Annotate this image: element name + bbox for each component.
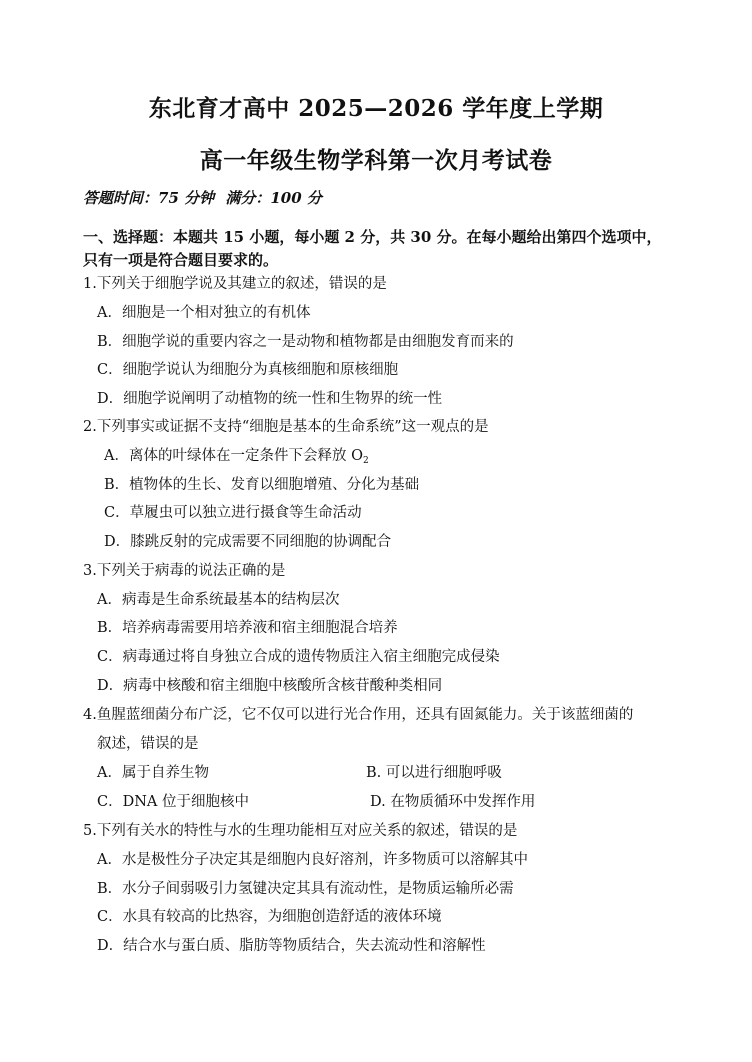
option: C．水具有较高的比热容，为细胞创造舒适的液体环境 — [97, 909, 442, 925]
option: C．草履虫可以独立进行摄食等生命活动 — [104, 505, 362, 521]
option: B．培养病毒需要用培养液和宿主细胞混合培养 — [97, 620, 398, 636]
question-stem-continued: 叙述，错误的是 — [97, 736, 199, 752]
option — [104, 444, 369, 466]
option: D. 在物质循环中发挥作用 — [370, 794, 536, 810]
question-stem: 1.下列关于细胞学说及其建立的叙述，错误的是 — [83, 276, 387, 292]
exam-meta — [83, 187, 328, 208]
question-stem: 2.下列事实或证据不支持“细胞是基本的生命系统”这一观点的是 — [83, 419, 489, 435]
question-stem: 4.鱼腥蓝细菌分布广泛，它不仅可以进行光合作用，还具有固氮能力。关于该蓝细菌的 — [83, 707, 634, 723]
option: A．细胞是一个相对独立的有机体 — [97, 305, 311, 321]
option: A．病毒是生命系统最基本的结构层次 — [97, 592, 340, 608]
section-heading: 一、选择题：本题共 15 小题，每小题 2 分，共 30 分。在每小题给出第四个选项中，只有一项是符合题目要求的。 — [83, 228, 662, 269]
o2-subscript: 2 — [362, 456, 369, 466]
option: A．水是极性分子决定其是细胞内良好溶剂，许多物质可以溶解其中 — [97, 852, 528, 868]
option: A．属于自养生物 — [97, 765, 209, 781]
score-label: 满分：100 分 — [225, 189, 322, 207]
option: B．细胞学说的重要内容之一是动物和植物都是由细胞发育而来的 — [97, 334, 514, 350]
option: C．病毒通过将自身独立合成的遗传物质注入宿主细胞完成侵染 — [97, 649, 500, 665]
option: D．膝跳反射的完成需要不同细胞的协调配合 — [104, 534, 392, 550]
option: B．水分子间弱吸引力氢键决定其具有流动性，是物质运输所必需 — [97, 881, 514, 897]
question-stem: 3.下列关于病毒的说法正确的是 — [83, 563, 286, 579]
exam-title-line1: 东北育才高中 2025—2026 学年度上学期 — [148, 95, 604, 122]
option: C．细胞学说认为细胞分为真核细胞和原核细胞 — [97, 362, 399, 378]
option: C．DNA 位于细胞核中 — [97, 794, 249, 810]
option: D．结合水与蛋白质、脂肪等物质结合，失去流动性和溶解性 — [97, 938, 486, 954]
question-stem: 5.下列有关水的特性与水的生理功能相互对应关系的叙述，错误的是 — [83, 823, 518, 839]
time-label: 答题时间：75 分钟 — [83, 189, 215, 207]
exam-title-line2: 高一年级生物学科第一次月考试卷 — [199, 147, 553, 174]
option: D．细胞学说阐明了动植物的统一性和生物界的统一性 — [97, 391, 443, 407]
option: D．病毒中核酸和宿主细胞中核酸所含核苷酸种类相同 — [97, 678, 443, 694]
option: B．植物体的生长、发育以细胞增殖、分化为基础 — [104, 477, 420, 493]
option: B. 可以进行细胞呼吸 — [366, 765, 502, 781]
option-text: A．离体的叶绿体在一定条件下会释放 O — [104, 448, 363, 464]
